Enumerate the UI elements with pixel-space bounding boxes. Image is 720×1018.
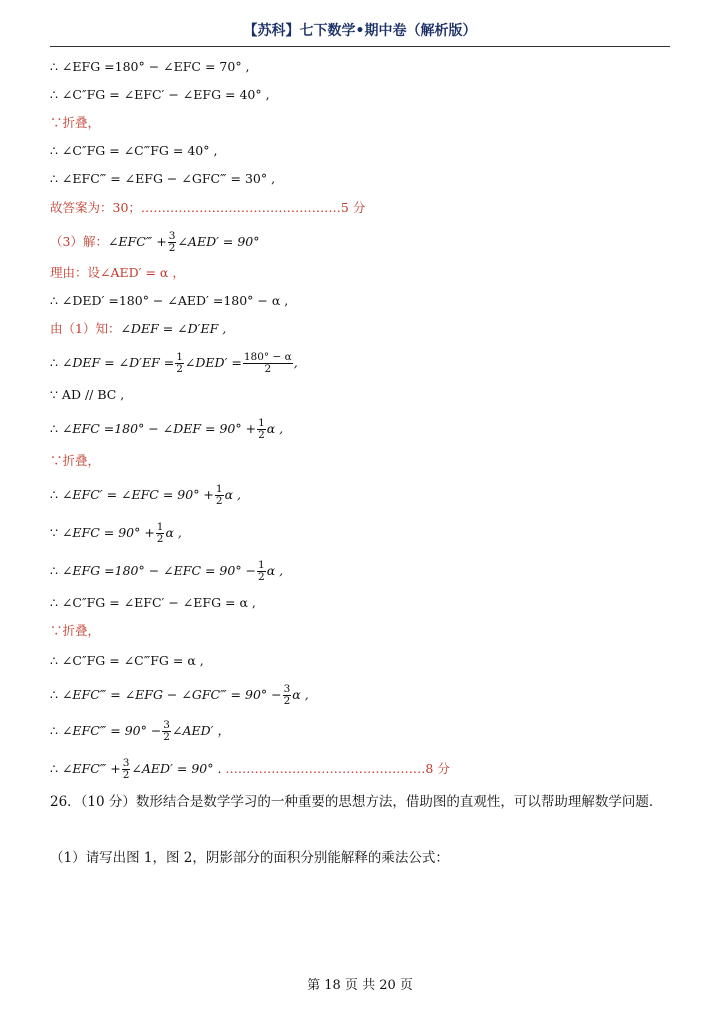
fraction-denominator: 2 xyxy=(122,769,130,781)
solution-line xyxy=(50,522,182,545)
math-expression: ∠EFC =180° − ∠DEF = 90° + xyxy=(61,421,257,436)
math-expression: α , xyxy=(292,687,309,702)
line-text: ∴ ∠EFC‴ = ∠EFG − ∠GFC‴ = 30° , xyxy=(50,171,276,186)
line-text: ∵折叠， xyxy=(50,115,101,130)
math-expression: α , xyxy=(224,487,241,502)
fraction-numerator: 1 xyxy=(176,351,183,363)
solution-line xyxy=(50,86,270,104)
line-prefix: （3）解： xyxy=(50,234,108,249)
fraction-denominator: 2 xyxy=(258,429,265,441)
line-prefix: ∴ xyxy=(50,723,62,738)
line-prefix: ∴ xyxy=(50,761,62,776)
math-expression: , xyxy=(293,355,298,370)
math-expression: ∠DEF = ∠D′EF = xyxy=(61,355,175,370)
page-footer: 第 18 页 共 20 页 xyxy=(307,978,413,993)
fraction-numerator: 1 xyxy=(215,483,223,495)
solution-line xyxy=(50,292,288,310)
header-divider xyxy=(50,46,670,47)
fraction-numerator: 3 xyxy=(163,719,170,731)
math-expression: ∠AED′ = 90° xyxy=(177,234,260,249)
score-marker: …………………………………………8 分 xyxy=(221,761,450,776)
math-expression: ∠EFC‴ = 90° − xyxy=(61,723,162,738)
fraction xyxy=(257,560,266,583)
math-expression: ∠DED′ = xyxy=(184,355,242,370)
solution-line xyxy=(50,652,204,670)
math-expression: ∠EFG =180° − ∠EFC = 90° − xyxy=(61,563,257,578)
solution-line xyxy=(50,199,365,217)
line-text: ∵ AD // BC , xyxy=(50,387,125,402)
fraction-numerator: 180° − α xyxy=(243,351,292,363)
solution-line xyxy=(50,484,241,507)
fraction xyxy=(243,352,293,375)
line-prefix: ∴ xyxy=(50,687,62,702)
line-text: ∴ ∠C″FG = ∠C‴FG = 40° , xyxy=(50,143,218,158)
line-text: ∴ ∠C″FG = ∠EFC′ − ∠EFG = 40° , xyxy=(50,87,270,102)
solution-line xyxy=(50,170,275,188)
question-26-intro: 26．（10 分）数形结合是数学学习的一种重要的思想方法，借助图的直观性，可以帮助理解数学问题． xyxy=(50,794,663,810)
solution-line xyxy=(50,452,100,470)
solution-line xyxy=(50,720,230,743)
fraction-denominator: 2 xyxy=(215,495,223,507)
line-prefix: ∴ xyxy=(50,421,62,436)
solution-line xyxy=(50,758,450,781)
solution-line xyxy=(50,594,256,612)
math-expression: α , xyxy=(266,563,284,578)
math-expression: ∠EFC‴ + xyxy=(61,761,121,776)
fraction xyxy=(168,231,177,254)
solution-line xyxy=(50,386,124,404)
solution-line xyxy=(50,142,217,160)
math-expression: ∠EFC‴ + xyxy=(107,234,167,249)
solution-line xyxy=(50,352,298,375)
question-26-part1: （1）请写出图 1，图 2，阴影部分的面积分别能解释的乘法公式： xyxy=(50,850,449,866)
fraction-denominator: 2 xyxy=(168,242,176,254)
line-prefix: ∴ xyxy=(50,487,62,502)
fraction xyxy=(162,720,171,743)
solution-line xyxy=(50,418,283,441)
fraction-denominator: 2 xyxy=(156,533,164,545)
fraction-denominator: 2 xyxy=(243,363,293,375)
line-text: ∴ ∠EFG =180° − ∠EFC = 70° , xyxy=(50,59,250,74)
line-prefix: 由（1）知： xyxy=(50,321,121,336)
fraction-denominator: 2 xyxy=(258,571,265,583)
fraction-numerator: 1 xyxy=(156,521,164,533)
fraction xyxy=(122,758,131,781)
solution-line xyxy=(50,231,260,254)
fraction-numerator: 3 xyxy=(168,230,176,242)
math-expression: ∠EFC = 90° + xyxy=(61,525,155,540)
line-text: ∴ ∠C″FG = ∠EFC′ − ∠EFG = α , xyxy=(50,595,256,610)
line-text: 理由：设∠AED′ = α ， xyxy=(50,265,185,280)
fraction-numerator: 3 xyxy=(283,683,291,695)
page-header: 【苏科】七下数学•期中卷（解析版） xyxy=(243,23,477,39)
fraction-denominator: 2 xyxy=(176,363,183,375)
solution-line xyxy=(50,58,250,76)
line-text: ∴ ∠DED′ =180° − ∠AED′ =180° − α , xyxy=(50,293,289,308)
line-text: ∵折叠， xyxy=(50,453,101,468)
solution-line xyxy=(50,560,283,583)
line-text: ∴ ∠C″FG = ∠C‴FG = α , xyxy=(50,653,204,668)
fraction-numerator: 3 xyxy=(122,757,130,769)
fraction xyxy=(175,352,184,375)
math-expression: ∠AED′ = 90° . xyxy=(131,761,222,776)
solution-line xyxy=(50,622,100,640)
math-expression: ∠DEF = ∠D′EF , xyxy=(120,321,227,336)
solution-line xyxy=(50,114,100,132)
math-expression: α , xyxy=(165,525,182,540)
fraction-denominator: 2 xyxy=(283,695,291,707)
line-prefix: ∵ xyxy=(50,525,62,540)
line-text: 故答案为：30；…………………………………………5 分 xyxy=(50,200,366,215)
line-prefix: ∴ xyxy=(50,563,62,578)
fraction xyxy=(215,484,224,507)
math-expression: α , xyxy=(266,421,284,436)
fraction-numerator: 1 xyxy=(258,559,265,571)
line-text: ∵折叠， xyxy=(50,623,101,638)
math-expression: ∠EFC′ = ∠EFC = 90° + xyxy=(61,487,214,502)
fraction-denominator: 2 xyxy=(163,731,170,743)
fraction xyxy=(283,684,292,707)
solution-line xyxy=(50,684,309,707)
math-expression: ∠AED′ ， xyxy=(171,723,230,738)
fraction xyxy=(257,418,266,441)
solution-line xyxy=(50,320,226,338)
line-prefix: ∴ xyxy=(50,355,62,370)
fraction-numerator: 1 xyxy=(258,417,265,429)
fraction xyxy=(156,522,165,545)
solution-line xyxy=(50,264,185,282)
math-expression: ∠EFC‴ = ∠EFG − ∠GFC‴ = 90° − xyxy=(61,687,282,702)
